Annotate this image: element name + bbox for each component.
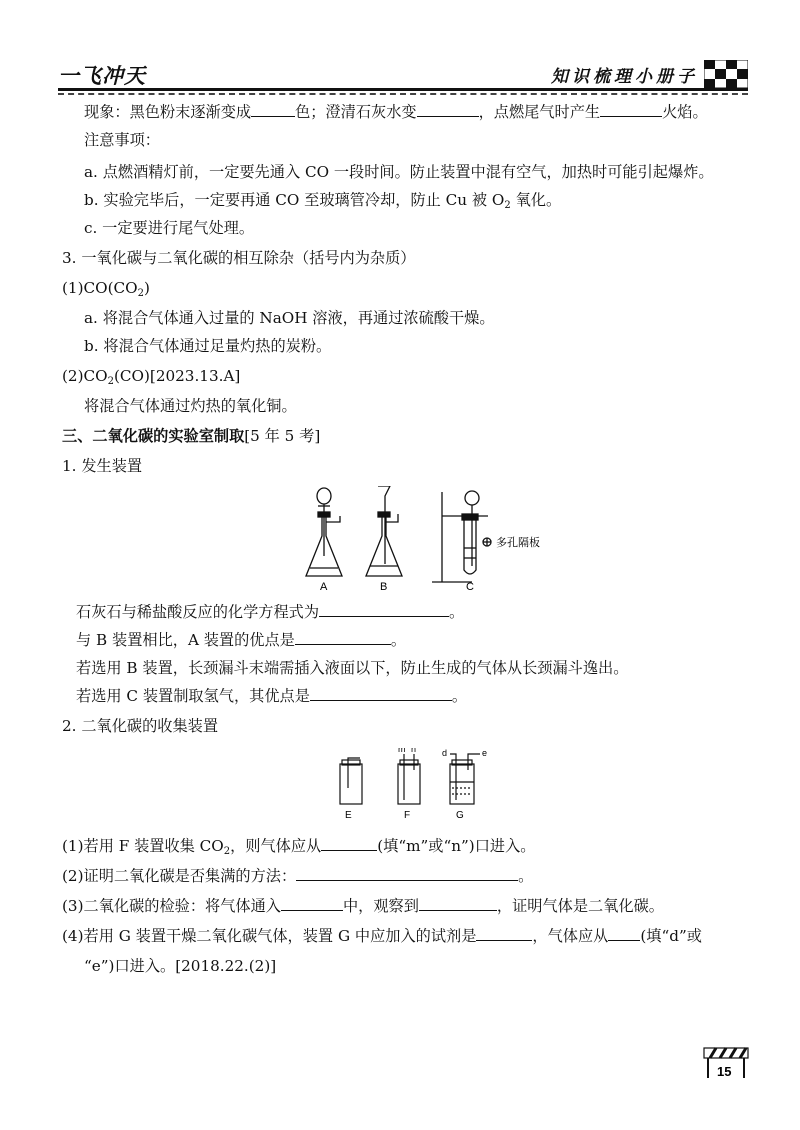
notes-heading: 注意事项： — [84, 131, 160, 149]
page-header — [58, 60, 748, 96]
note-a: a. 点燃酒精灯前，一定要先通入 CO 一段时间。防止装置中混有空气，加热时可能引起爆炸。 — [84, 163, 714, 181]
generation-apparatus-figure — [292, 486, 562, 596]
method-cuo: 将混合气体通过灼热的氧化铜。 — [84, 397, 297, 415]
text-segment: (填“d”或 — [640, 927, 702, 945]
question-4 — [62, 926, 702, 946]
answer-blank[interactable] — [600, 102, 662, 117]
text-segment: 色；澄清石灰水变 — [295, 103, 417, 121]
item-2-heading: 2. 二氧化碳的收集装置 — [62, 717, 219, 735]
text-segment: b. 实验完毕后，一定要再通 CO 至玻璃管冷却，防止 Cu 被 O — [84, 191, 505, 209]
header-rule — [58, 88, 748, 91]
striped-barrier-icon — [702, 1046, 750, 1080]
question-1 — [62, 836, 535, 862]
answer-blank[interactable] — [319, 602, 449, 617]
text-segment: ，气体应从 — [532, 927, 609, 945]
answer-blank[interactable] — [281, 896, 343, 911]
text-segment: 。 — [449, 603, 465, 621]
figure-label-a: A — [320, 581, 328, 593]
answer-blank[interactable] — [295, 630, 391, 645]
text-segment: (CO)[2023.13.A] — [113, 367, 241, 385]
subscript: 2 — [137, 288, 144, 299]
text-segment: 。 — [518, 867, 534, 885]
figure-label-g: G — [456, 810, 464, 820]
page-number-badge — [702, 1046, 750, 1080]
answer-blank[interactable] — [608, 926, 640, 941]
text-segment: 火焰。 — [662, 103, 708, 121]
equation-question — [76, 602, 464, 622]
text-segment: 。 — [390, 631, 407, 649]
answer-blank[interactable] — [419, 896, 497, 911]
answer-blank[interactable] — [417, 102, 479, 117]
text-segment: 中，观察到 — [342, 897, 419, 915]
subscript: 2 — [107, 376, 114, 387]
answer-blank[interactable] — [310, 686, 452, 701]
question-4-continued: “e”)口进入。[2018.22.(2)] — [84, 957, 277, 975]
answer-blank[interactable] — [321, 836, 377, 851]
tube-label-n: n — [411, 748, 417, 754]
figure-label-b: B — [380, 581, 388, 593]
subsection-2 — [62, 366, 240, 392]
text-segment: 三、二氧化碳的实验室制取 — [62, 427, 245, 445]
text-segment: 现象：黑色粉末逐渐变成 — [84, 103, 252, 121]
text-segment: ，点燃尾气时产生 — [478, 103, 601, 121]
text-segment: 若选用 C 装置制取氢气，其优点是 — [76, 687, 310, 705]
tube-label-d: d — [442, 748, 448, 758]
text-segment: 氧化。 — [510, 191, 562, 209]
text-segment: ) — [143, 279, 150, 297]
brand-logo: 一飞冲天 — [58, 64, 146, 88]
page-number: 15 — [717, 1064, 732, 1079]
section-3-heading: 3. 一氧化碳与二氧化碳的相互除杂（括号内为杂质） — [62, 249, 416, 267]
method-b: b. 将混合气体通过足量灼热的炭粉。 — [84, 337, 332, 355]
subscript: 2 — [223, 846, 231, 857]
text-segment: ，证明气体是二氧化碳。 — [496, 897, 664, 915]
tube-label-e: e — [482, 748, 488, 758]
answer-blank[interactable] — [251, 102, 295, 117]
checker-pattern-icon — [704, 60, 748, 88]
text-segment: (4)若用 G 装置干燥二氧化碳气体，装置 G 中应加入的试剂是 — [62, 927, 477, 945]
note-b — [84, 190, 561, 216]
question-3 — [62, 896, 664, 916]
apparatus-c-question — [76, 686, 467, 706]
book-title: 知识梳理小册子 — [551, 67, 698, 87]
answer-blank[interactable] — [476, 926, 532, 941]
section-heading — [62, 426, 320, 446]
text-segment: ，则气体应从 — [230, 837, 322, 855]
answer-blank[interactable] — [296, 866, 518, 881]
method-a: a. 将混合气体通入过量的 NaOH 溶液，再通过浓硫酸干燥。 — [84, 309, 495, 327]
porous-plate-label: 多孔隔板 — [496, 536, 540, 549]
advantage-question — [76, 630, 406, 650]
text-segment: 石灰石与稀盐酸反应的化学方程式为 — [76, 603, 319, 621]
text-segment: (填“m”或“n”)口进入。 — [377, 837, 536, 855]
text-segment: 与 B 装置相比，A 装置的优点是 — [76, 631, 295, 649]
figure-label-e: E — [345, 810, 352, 820]
collection-apparatus-figure — [330, 748, 500, 820]
subscript: 2 — [504, 200, 511, 211]
text-segment: (3)二氧化碳的检验：将气体通入 — [62, 897, 281, 915]
subsection-1 — [62, 278, 150, 304]
text-segment: [5 年 5 考] — [244, 427, 321, 445]
question-2 — [62, 866, 533, 886]
text-segment: (1)若用 F 装置收集 CO — [62, 837, 224, 855]
figure-label-f: F — [404, 810, 411, 820]
text-segment: (2)证明二氧化碳是否集满的方法： — [62, 867, 297, 885]
text-segment: (2)CO — [62, 367, 108, 385]
header-dashed-rule — [58, 93, 748, 95]
observation-line — [84, 102, 708, 122]
text-segment: (1)CO(CO — [62, 279, 138, 297]
tube-label-m: m — [398, 748, 406, 754]
item-1-heading: 1. 发生装置 — [62, 457, 143, 475]
apparatus-b-note: 若选用 B 装置，长颈漏斗末端需插入液面以下，防止生成的气体从长颈漏斗逸出。 — [76, 659, 629, 677]
text-segment: 。 — [451, 687, 468, 705]
figure-label-c: C — [466, 581, 474, 593]
note-c: c. 一定要进行尾气处理。 — [84, 219, 255, 237]
